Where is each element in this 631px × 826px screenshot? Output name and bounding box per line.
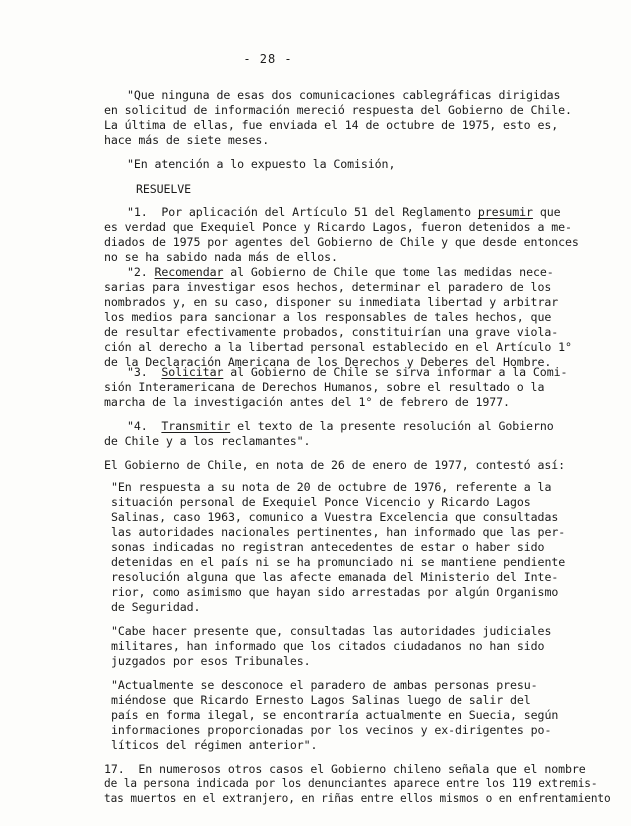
underlined-verb: Solicitar <box>161 365 224 379</box>
quoted-line: juzgados por esos Tribunales. <box>111 654 311 668</box>
item-tail: el texto de la presente resolución al Gobierno <box>230 419 554 433</box>
paragraph-line: sión Interamericana de Derechos Humanos, sobre el resultado o la <box>104 380 545 394</box>
numbered-item-2 <box>127 265 554 279</box>
quoted-line: informaciones proporcionadas por los vecinos y ex-dirigentes po- <box>111 723 552 737</box>
underlined-verb: Transmitir <box>161 419 231 433</box>
paragraph-line: sarias para investigar esos hechos, determinar el paradero de los <box>104 280 552 294</box>
paragraph-line: es verdad que Exequiel Ponce y Ricardo Lagos, fueron detenidos a me- <box>104 220 572 234</box>
paragraph-line: "Que ninguna de esas dos comunicaciones cablegráficas dirigidas <box>127 88 561 102</box>
paragraph-line: 17. En numerosos otros casos el Gobierno chileno señala que el nombre <box>104 762 586 776</box>
quoted-line: "Cabe hacer presente que, consultadas las autoridades judiciales <box>111 624 552 638</box>
item-lead: "2. <box>127 265 155 279</box>
paragraph-line: de resultar efectivamente probados, constituirían una grave viola- <box>104 325 559 339</box>
quoted-line: sonas indicadas no registran antecedentes de estar o haber sido <box>111 540 545 554</box>
resolution-heading: RESUELVE <box>136 182 192 196</box>
quoted-line: "Actualmente se desconoce el paradero de ambas personas presu- <box>111 678 538 692</box>
paragraph-line: "En atención a lo expuesto la Comisión, <box>127 157 396 171</box>
underlined-verb: presumir <box>477 205 533 219</box>
quoted-line: Salinas, caso 1963, comunico a Vuestra Excelencia que consultadas <box>111 510 559 524</box>
quoted-line: resolución alguna que las afecte emanada del Ministerio del Inte- <box>111 570 559 584</box>
paragraph-line: La última de ellas, fue enviada el 14 de octubre de 1975, esto es, <box>104 118 559 132</box>
paragraph-line: no se ha sabido nada más de ellos. <box>104 250 338 264</box>
paragraph-line: de la Declaración Americana de los Derechos y Deberes del Hombre. <box>104 355 552 369</box>
page-number: - 28 - <box>243 52 293 66</box>
quoted-line: de Seguridad. <box>111 600 201 614</box>
item-tail: al Gobierno de Chile se sirva informar a la Comi- <box>223 365 568 379</box>
paragraph-line: de la persona indicada por los denunciantes aparece entre los 119 extremis- <box>104 777 598 790</box>
quoted-line: líticos del régimen anterior". <box>111 738 318 752</box>
item-tail: que <box>532 205 561 219</box>
item-lead: "1. Por aplicación del Artículo 51 del Reglamento <box>127 205 478 219</box>
quoted-line: militares, han informado que los citados ciudadanos no han sido <box>111 639 545 653</box>
quoted-line: "En respuesta a su nota de 20 de octubre de 1976, referente a la <box>111 480 552 494</box>
paragraph-line: ción al derecho a la libertad personal establecido en el Artículo 1° <box>104 340 572 354</box>
quoted-line: país en forma ilegal, se encontraría actualmente en Suecia, según <box>111 708 559 722</box>
quoted-line: rior, como asimismo que hayan sido arrestadas por algún Organismo <box>111 585 559 599</box>
item-lead: "4. <box>127 419 162 433</box>
numbered-item-3 <box>127 365 567 379</box>
underlined-verb: Recomendar <box>154 265 224 279</box>
numbered-item-4 <box>127 419 554 433</box>
paragraph-line: El Gobierno de Chile, en nota de 26 de enero de 1977, contestó así: <box>104 458 565 472</box>
quoted-line: las autoridades nacionales pertinentes, han informado que las per- <box>111 525 566 539</box>
paragraph-line: marcha de la investigación antes del 1° de febrero de 1977. <box>104 395 510 409</box>
quoted-line: miéndose que Ricardo Ernesto Lagos Salinas luego de salir del <box>111 693 531 707</box>
paragraph-line: tas muertos en el extranjero, en riñas entre ellos mismos o en enfrentamiento <box>104 792 611 805</box>
paragraph-line: de Chile y a los reclamantes". <box>104 434 311 448</box>
quoted-line: detenidas en el país ni se ha promunciado ni se mantiene pendiente <box>111 555 566 569</box>
paragraph-line: hace más de siete meses. <box>104 133 270 147</box>
numbered-item-1 <box>127 205 560 219</box>
quoted-line: situación personal de Exequiel Ponce Vicencio y Ricardo Lagos <box>111 495 531 509</box>
paragraph-line: nombrados y, en su caso, disponer su inmediata libertad y arbitrar <box>104 295 559 309</box>
item-tail: al Gobierno de Chile que tome las medidas nece- <box>223 265 554 279</box>
paragraph-line: los medios para sancionar a los responsables de tales hechos, que <box>104 310 552 324</box>
item-lead: "3. <box>127 365 162 379</box>
paragraph-line: en solicitud de información mereció respuesta del Gobierno de Chile. <box>104 103 572 117</box>
paragraph-line: diados de 1975 por agentes del Gobierno de Chile y que desde entonces <box>104 235 579 249</box>
